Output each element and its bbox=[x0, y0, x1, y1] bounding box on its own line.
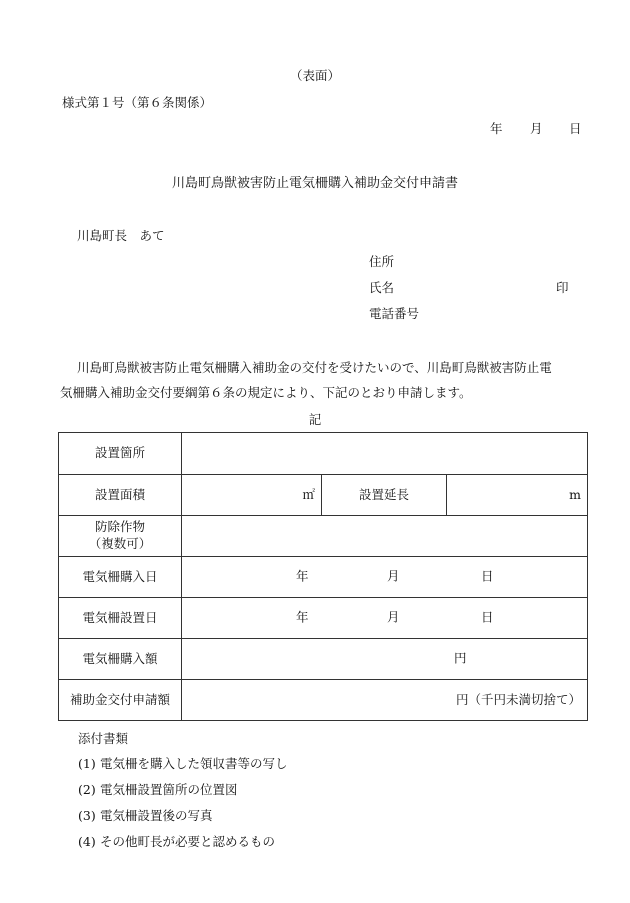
addressee: 川島町長 あて bbox=[77, 228, 165, 243]
attachments-heading: 添付書類 bbox=[78, 731, 129, 746]
document-title: 川島町鳥獣被害防止電気柵購入補助金交付申請書 bbox=[171, 176, 458, 191]
date-month-label: 月 bbox=[530, 121, 543, 136]
crops-field[interactable] bbox=[182, 516, 588, 557]
table-row bbox=[59, 475, 588, 516]
area-field[interactable] bbox=[182, 475, 322, 516]
address-label: 住所 bbox=[369, 254, 395, 269]
purchase-amount-label: 電気柵購入額 bbox=[59, 639, 182, 680]
side-label: （表面） bbox=[289, 68, 340, 83]
table-row bbox=[59, 598, 588, 639]
attachment-item bbox=[78, 836, 275, 849]
install-month-label: 月 bbox=[387, 609, 400, 625]
length-field[interactable] bbox=[447, 475, 588, 516]
crops-label bbox=[59, 516, 182, 557]
table-row bbox=[59, 557, 588, 598]
location-field[interactable] bbox=[182, 433, 588, 475]
body-line-2: 気柵購入補助金交付要綱第６条の規定により、下記のとおり申請します。 bbox=[60, 385, 472, 400]
form-number: 様式第１号（第６条関係） bbox=[62, 95, 213, 110]
purchase-day-label: 日 bbox=[481, 568, 494, 584]
table-row bbox=[59, 516, 588, 557]
application-table bbox=[58, 432, 588, 721]
length-unit: m bbox=[569, 486, 582, 502]
date-day-label: 日 bbox=[569, 121, 582, 136]
subsidy-amount-unit: 円（千円未満切捨て） bbox=[456, 691, 582, 707]
location-label: 設置箇所 bbox=[59, 433, 182, 475]
purchase-month-label: 月 bbox=[387, 568, 400, 584]
ki-label: 記 bbox=[308, 412, 322, 427]
attachment-num: (1) bbox=[78, 756, 96, 771]
attachment-text: 電気柵設置後の写真 bbox=[100, 808, 213, 823]
purchase-amount-yen: 円 bbox=[454, 650, 467, 666]
purchase-year-label: 年 bbox=[296, 568, 309, 584]
date-year-label: 年 bbox=[490, 121, 503, 136]
attachment-text: 電気柵を購入した領収書等の写し bbox=[100, 756, 288, 771]
attachment-num: (4) bbox=[78, 834, 96, 849]
attachment-num: (3) bbox=[78, 808, 96, 823]
crops-label-line-2: （複数可） bbox=[88, 536, 152, 551]
attachment-item bbox=[78, 784, 238, 797]
attachment-item bbox=[78, 758, 288, 771]
table-row bbox=[59, 433, 588, 475]
attachment-text: 電気柵設置箇所の位置図 bbox=[100, 782, 238, 797]
attachment-item bbox=[78, 810, 213, 823]
area-label: 設置面積 bbox=[59, 475, 182, 516]
install-date-field[interactable] bbox=[182, 598, 588, 639]
install-date-label: 電気柵設置日 bbox=[59, 598, 182, 639]
install-year-label: 年 bbox=[296, 609, 309, 625]
install-day-label: 日 bbox=[481, 609, 494, 625]
attachment-text: その他町長が必要と認めるもの bbox=[100, 834, 276, 849]
table-row bbox=[59, 680, 588, 721]
purchase-date-field[interactable] bbox=[182, 557, 588, 598]
body-line-1: 川島町鳥獣被害防止電気柵購入補助金の交付を受けたいので、川島町鳥獣被害防止電 bbox=[77, 360, 552, 375]
purchase-amount-field[interactable] bbox=[182, 639, 588, 680]
attachment-num: (2) bbox=[78, 782, 96, 797]
crops-label-line-1: 防除作物 bbox=[94, 519, 145, 535]
name-label: 氏名 bbox=[369, 280, 395, 295]
purchase-date-label: 電気柵購入日 bbox=[59, 557, 182, 598]
subsidy-amount-label: 補助金交付申請額 bbox=[59, 680, 182, 721]
table-row bbox=[59, 639, 588, 680]
length-label: 設置延長 bbox=[322, 475, 447, 516]
seal-mark: 印 bbox=[556, 280, 569, 295]
phone-label: 電話番号 bbox=[369, 306, 420, 321]
area-unit: ㎡ bbox=[302, 486, 315, 502]
subsidy-amount-field[interactable] bbox=[182, 680, 588, 721]
